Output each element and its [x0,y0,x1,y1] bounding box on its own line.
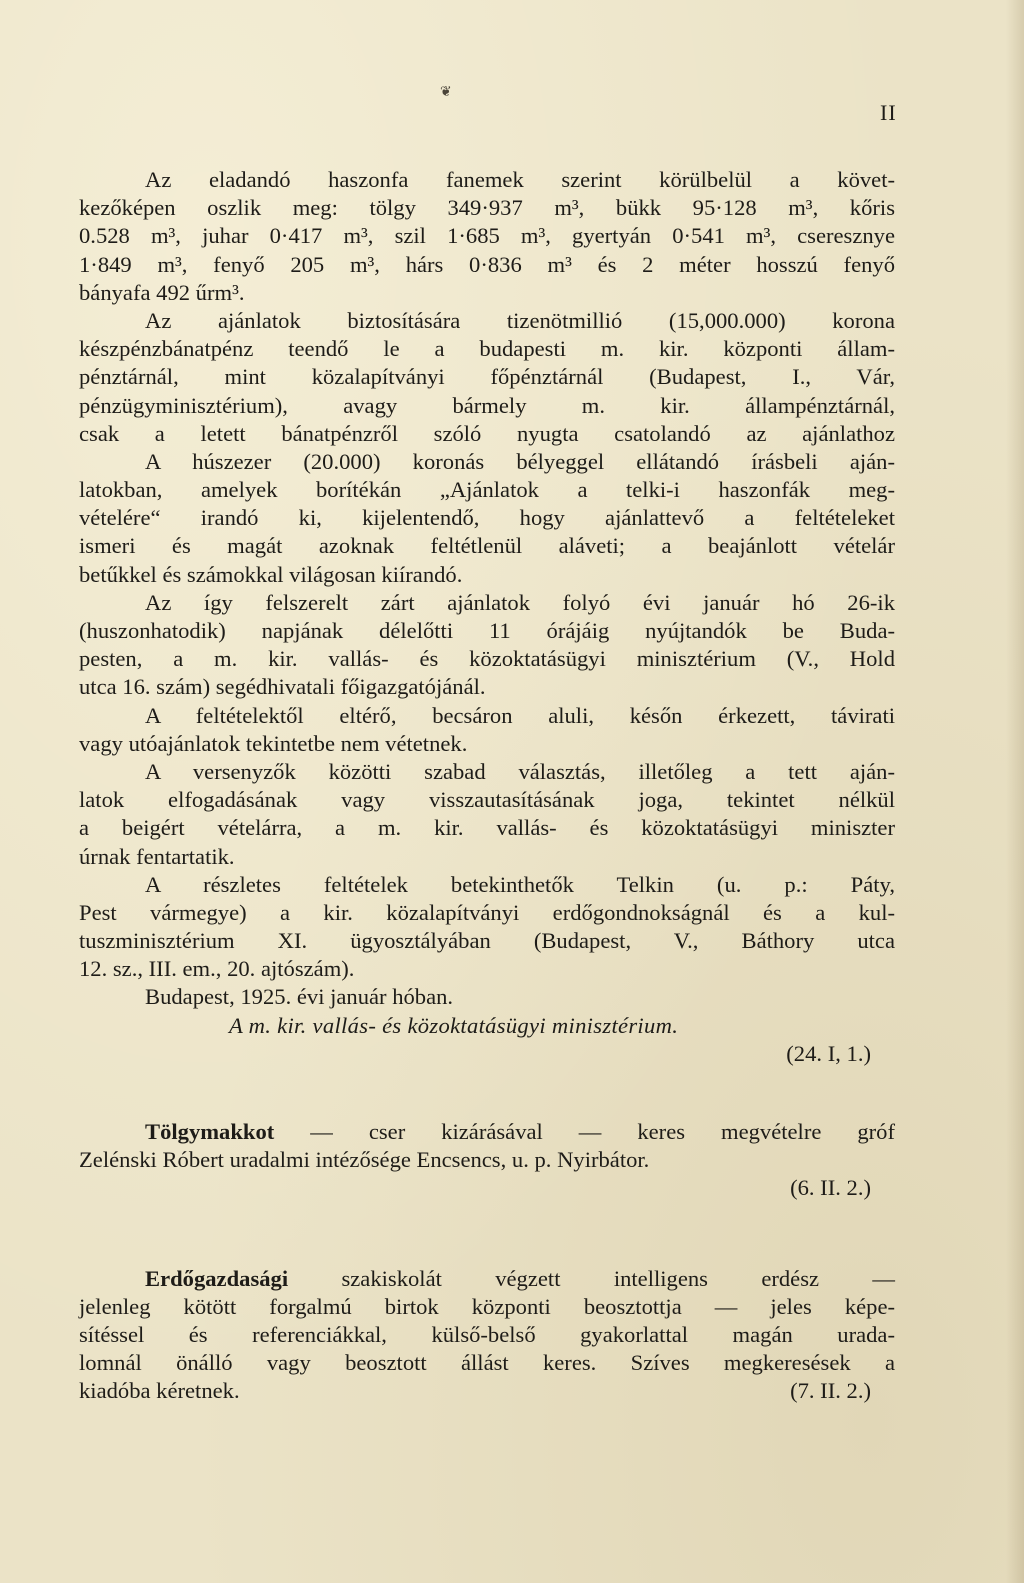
text-line: pénztárnál, mint közalapítványi főpénztárnál (Budapest, I., Vár, [79,364,895,390]
text-line: pesten, a m. kir. vallás- és közoktatásügyi minisztérium (V., Hold [79,646,895,672]
text-line: vagy utóajánlatok tekintetbe nem vétetnek. [79,730,468,756]
text-line: (huszonhatodik) napjának délelőtti 11 órájáig nyújtandók be Buda- [79,618,895,643]
text-line: Zelénski Róbert uradalmi intézősége Encsencs, u. p. Nyirbátor. [79,1147,650,1173]
text-line: sítéssel és referenciákkal, külső-belső gyakorlattal magán urada- [79,1321,895,1347]
text-line: 0.528 m³, juhar 0·417 m³, szil 1·685 m³, gyertyán 0·541 m³, cseresznye [79,223,895,249]
text-line: A feltételektől eltérő, becsáron aluli, későn érkezett, távirati [145,702,895,728]
text-line: tuszminisztérium XI. ügyosztályában (Budapest, V., Báthory utca [79,928,895,954]
notice-signature: A m. kir. vallás- és közoktatásügyi minisztérium. [229,1012,679,1038]
text-line: pénzügyminisztérium), avagy bármely m. kir. állampénztárnál, [79,392,895,418]
printer-mark: ❦ [440,85,452,100]
text-line: lomnál önálló vagy beosztott állást keres. Szíves megkeresések a [79,1350,895,1376]
page-number: II [880,100,897,125]
text-line: ismeri és magát azoknak feltétlenül aláveti; a beajánlott vételár [79,533,895,559]
text-line: utca 16. szám) segédhivatali főigazgatójánál. [79,674,486,700]
ad-keyword: Erdőgazdasági [145,1265,289,1291]
text-line: Az eladandó haszonfa fanemek szerint körülbelül a követ- [145,167,895,192]
text-line: 1·849 m³, fenyő 205 m³, hárs 0·836 m³ és 2 méter hosszú fenyő [79,251,895,277]
section-gap [79,1068,895,1118]
text-line: vételére“ irandó ki, kijelentendő, hogy ajánlattevő a feltételeket [79,505,895,531]
ad-text: — cser kizárásával — keres megvételre gróf [274,1119,895,1144]
text-line: úrnak fentartatik. [79,843,235,869]
ad-text: kiadóba kéretnek. [79,1378,240,1404]
text-line: Pest vármegye) a kir. közalapítványi erdőgondnokságnál és a kul- [79,899,895,925]
text-line: betűkkel és számokkal világosan kiírandó. [79,561,463,587]
ad-reference: (6. II. 2.) [790,1175,871,1201]
text-line: 12. sz., III. em., 20. ajtószám). [79,956,355,982]
notice-reference: (24. I, 1.) [786,1040,871,1066]
ad-text: szakiskolát végzett intelligens erdész — [288,1265,895,1291]
section-gap [79,1203,895,1265]
text-line: bányafa 492 űrm³. [79,279,245,305]
text-line: készpénzbánatpénz teendő le a budapesti m. kir. központi állam- [79,336,895,362]
text-line: kezőképen oszlik meg: tölgy 349·937 m³, bükk 95·128 m³, kőris [79,195,895,221]
ad-tolgymakk-line [79,1118,895,1146]
page-edge-shadow [1006,0,1024,1583]
notice-date: Budapest, 1925. évi január hóban. [145,984,454,1010]
ad-last-line [79,1377,895,1405]
text-line: A versenyzők közötti szabad választás, illetőleg a tett aján- [145,758,895,784]
text-line: Az ajánlatok biztosítására tizenötmillió (15,000.000) korona [145,307,895,333]
text-line: Az így felszerelt zárt ajánlatok folyó évi január hó 26-ik [145,589,895,615]
text-line: csak a letett bánatpénzről szóló nyugta csatolandó az ajánlathoz [79,420,895,446]
ad-reference: (7. II. 2.) [790,1378,871,1404]
body-text [79,166,895,1406]
ad-keyword: Tölgymakkot [145,1119,275,1144]
text-line: A részletes feltételek betekinthetők Telkin (u. p.: Páty, [145,871,895,897]
text-line: A húszezer (20.000) koronás bélyeggel ellátandó írásbeli aján- [145,448,895,474]
text-line: latokban, amelyek borítékán „Ajánlatok a telki-i haszonfák meg- [79,477,895,503]
text-line: jelenleg kötött forgalmú birtok központi beosztottja — jeles képe- [79,1293,895,1319]
ad-erdesz-line [79,1265,895,1293]
text-line: latok elfogadásának vagy visszautasításának joga, tekintet nélkül [79,787,895,813]
text-line: a beigért vételárra, a m. kir. vallás- és közoktatásügyi miniszter [79,815,895,841]
